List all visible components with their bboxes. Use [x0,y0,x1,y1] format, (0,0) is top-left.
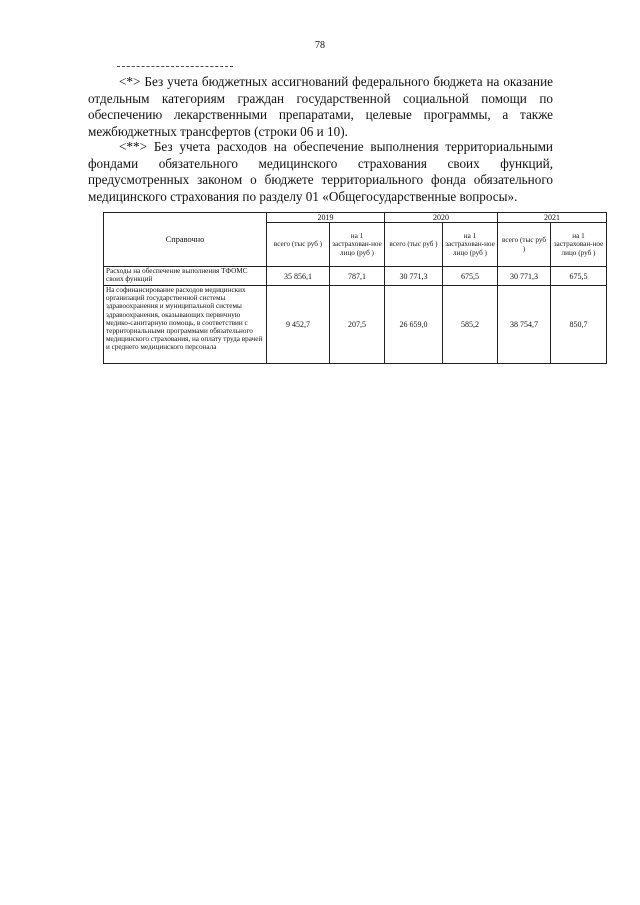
subheader-total-2019: всего (тыс руб ) [267,223,330,267]
footnote-2-text: <**> Без учета расходов на обеспечение выполнения территориальными фондами обязательного медицинского страхования своих функций, предусмотренных законом о бюджете территориального фонда обязательного медицинского страхования по разделу 01 «Общегосударственные вопросы». [88,139,553,204]
cell-value: 675,5 [551,267,607,286]
subheader-total-2020: всего (тыс руб ) [385,223,443,267]
cell-value: 30 771,3 [385,267,443,286]
reference-table [103,212,607,364]
page-number: 78 [315,40,325,51]
cell-value: 30 771,3 [498,267,551,286]
table-row [104,267,607,286]
cell-value: 585,2 [443,286,498,364]
header-label: Справочно [104,213,267,267]
row-label: Расходы на обеспечение выполнения ТФОМС своих функций [104,267,267,286]
footnote-1 [88,74,553,140]
cell-value: 207,5 [330,286,385,364]
cell-value: 675,5 [443,267,498,286]
row-label: На софинансирование расходов медицинских организаций государственной системы здравоохранения и муниципальной системы здравоохранения, оказывающих первичную медико-санитарную помощь, в соответствии с территориальными программами обязательного медицинского страхования, на оплату труда врачей и среднего медицинского персонала [104,286,267,364]
year-2021: 2021 [498,213,607,223]
footnote-separator [117,66,233,67]
table-header-row-years [104,213,607,223]
cell-value: 26 659,0 [385,286,443,364]
subheader-per-person-2020: на 1 застрахован-ное лицо (руб ) [443,223,498,267]
year-2019: 2019 [267,213,385,223]
cell-value: 9 452,7 [267,286,330,364]
cell-value: 38 754,7 [498,286,551,364]
year-2020: 2020 [385,213,498,223]
cell-value: 35 856,1 [267,267,330,286]
table-row [104,286,607,364]
subheader-total-2021: всего (тыс руб ) [498,223,551,267]
footnote-1-text: <*> Без учета бюджетных ассигнований федерального бюджета на оказание отдельным категориям граждан государственной социальной помощи по обеспечению лекарственными препаратами, целевые программы, а также межбюджетных трансфертов (строки 06 и 10). [88,74,553,139]
cell-value: 787,1 [330,267,385,286]
footnote-2 [88,139,553,205]
subheader-per-person-2019: на 1 застрахован-ное лицо (руб ) [330,223,385,267]
cell-value: 850,7 [551,286,607,364]
subheader-per-person-2021: на 1 застрахован-ное лицо (руб ) [551,223,607,267]
